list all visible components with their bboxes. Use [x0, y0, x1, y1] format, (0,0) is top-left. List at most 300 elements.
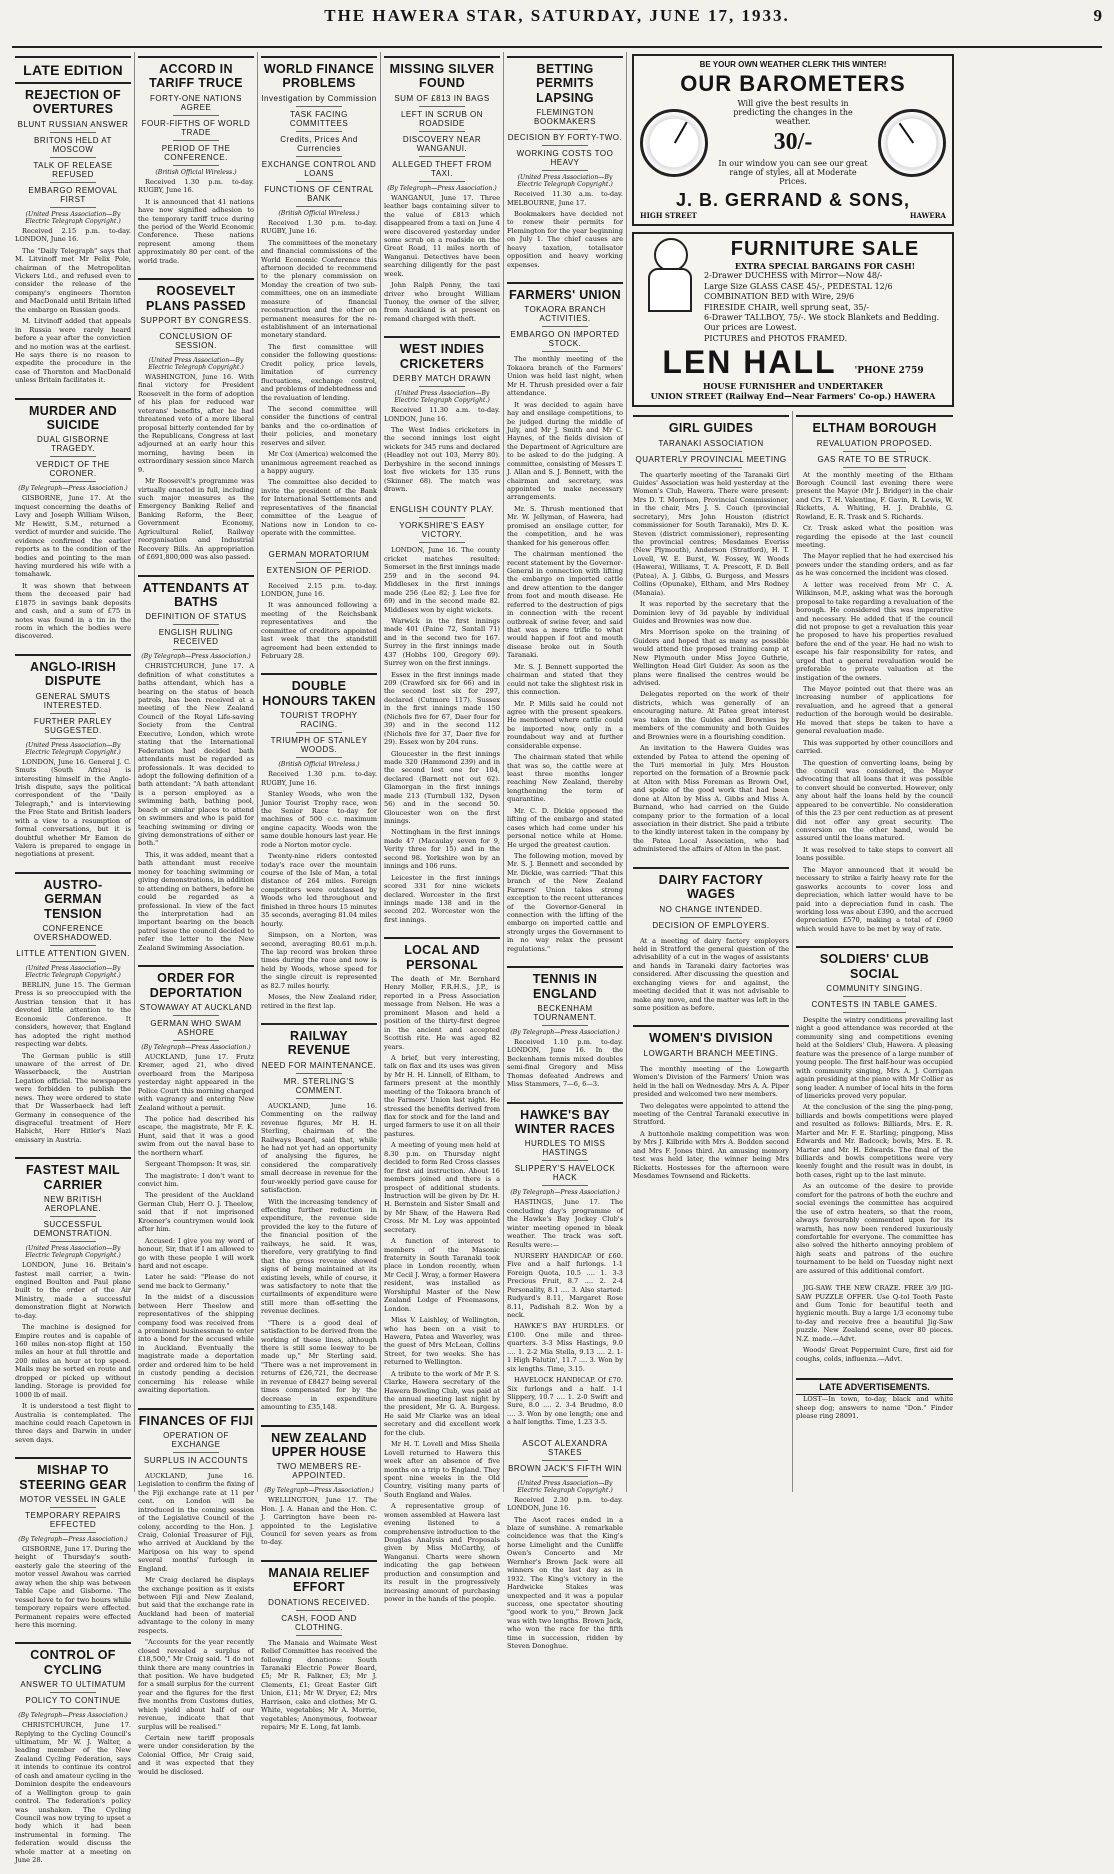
article-paragraph: The question of converting loans, being by the council was considered, the Mayor advocating that all loans that it was possible to convert should be converted. However, only any about half the loans held by the council appeared to be convertible. No consideration of this the 23 per cent reduction as at present did not offer any great security. The conversion on the other hand, would be assured until the loans matured.: [796, 758, 953, 843]
divider: [50, 945, 96, 946]
article-headline: TENNIS IN ENGLAND: [507, 966, 623, 1001]
column-ads-group: [627, 52, 959, 1492]
divider: [542, 1160, 588, 1161]
article-paragraph: GISBORNE, June 17. During the height of Thursday's south-easterly gale the steering of the motor vessel Awahou was carried away when the ship was between Table Cape and Gisborne. The vessel hove to for two hours while temporary repairs were effected. Permanent repairs were effected here this morning.: [15, 1545, 131, 1629]
article-paragraph: Essex in the first innings made 209 (Crawford six for 66) and in the second lost six for 297, declared (Cutmore 117). Sussex in the first innings made 150 (Nichols five for 67, Daer four for 39) and in the second 112 (Nichols five for 37, Daer five for 29). Essex won by 204 runs.: [384, 670, 500, 747]
divider: [542, 1476, 588, 1477]
divider: [542, 145, 588, 146]
article-paragraph: Simpson, on a Norton, was second, averaging 80.61 m.p.h. The lap record was broken three times during the race and now is held by Woods, whose speed for the single circuit is represented as 82.7 miles hourly.: [261, 931, 377, 990]
article-paragraph: The Mayor replied that he had exercised his powers under the standing orders, and as far as he was concerned the incident was closed.: [796, 552, 953, 578]
spacer: [261, 1550, 377, 1556]
article-paragraph: A buttonhole making competition was won by Mrs J. Kilbride with Mrs A. Bodden second and Mrs F. Jones third. An amusing memory test was held later, the winner being Mrs Ricketts. Hostesses for the afternoon were Mesdames Townsend and Ricketts.: [633, 1129, 790, 1181]
ad2-item: Large Size GLASS CASE 45/-, PEDESTAL 12/6: [704, 281, 893, 291]
late-ads-heading: LATE ADVERTISEMENTS.: [796, 1378, 953, 1395]
article-paragraph: It was shown that between them the deceased pair had £1875 in savings bank deposits and cash, and a sum of £75 in notes was found in a tin in the room in which the bodies were discovered.: [15, 581, 131, 641]
article-subheading: ENGLISH RULING RECEIVED: [158, 628, 234, 647]
spacer: [384, 496, 500, 502]
article-subheading: BECKENHAM TOURNAMENT.: [533, 1003, 597, 1022]
divider: [296, 1635, 342, 1636]
divider: [50, 481, 96, 482]
article-paragraph: The committees of the monetary and financial commissions of the World Economic Conference this afternoon decided to recommend to the plenary commission on Monday the creation of two sub-committees, one on an immediate measure of financial reconstruction and the other on permanent measures for the re-establishment of an international monetary standard.: [261, 238, 377, 340]
article-subheading: BLUNT RUSSIAN ANSWER: [17, 119, 129, 129]
divider: [50, 1692, 96, 1693]
article-paragraph: Accused: I give you my word of honour, Sir, that if I am allowed to go with these people I will work hard and not escape.: [138, 1236, 254, 1270]
article-paragraph: The committee also decided to invite the president of the Bank for International Settlements and representatives of the financial committee of the League of Nations now in London to co-operate with the committee.: [261, 478, 377, 538]
article-paragraph: Received 1.30 p.m. to-day. RUGBY, June 16.: [138, 177, 254, 195]
article-paragraph: The Manaia and Waimate West Relief Committee has received the following donations: South Taranaki Electric Power Board, £5; Mr R. Falkner, £3; Mr J. Clements, £1; Great Easter Gift Union, £11; Mr W. Dryer, £2; Mrs Harrison, cake and clothes; Mr G. White, vegetables; Mr A. Morrie, vegetables; Anonymous, footwear repairs; Mr E. Long, fat lamb.: [261, 1638, 377, 1731]
article-paragraph: Mr. C. D. Dickie opposed the lifting of the embargo and stated cases which had come under his personal notice while at Home. He urged the greatest caution.: [507, 806, 623, 849]
masthead-title: THE HAWERA STAR, SATURDAY, JUNE 17, 1933.: [324, 6, 790, 25]
article-credit: (By Telegraph—Press Association.): [387, 184, 497, 192]
article-subheading: OPERATION OF EXCHANGE: [163, 1430, 229, 1449]
divider: [173, 1452, 219, 1453]
ad2-item: PICTURES and PHOTOS FRAMED.: [704, 333, 848, 343]
column-2: [135, 52, 258, 1776]
ad2-phone: 'PHONE 2759: [854, 366, 924, 377]
article-paragraph: It was decided to again have hay and ensilage competitions, to be judged during the middle of July, and Mr J. Smith and Mr C. Haynes, of the fields division of the Department of Agriculture are to be asked to do the judging. A committee, consisting of Messrs T. J. Allan and S. J. Bennett, with the chairman and secretary, was appointed to make necessary arrangements.: [507, 400, 623, 502]
barometer-icon-2: [878, 109, 946, 177]
article-paragraph: Mr. P. Mills said he could not agree with the present speakers. He mentioned where cattle could be imported now, only in a roundabout way and at further considerable expense.: [507, 699, 623, 750]
ad1-headline: OUR BAROMETERS: [680, 71, 906, 96]
article-subheading: MR. STERLING'S COMMENT.: [283, 1076, 355, 1095]
article-paragraph: With the increasing tendency of effecting further reduction in expenditure, the revenue side provided the key to the future of the financial position of the railways, he said. It was, therefore, very gratifying to find that the gross revenue showed signs of being maintained at its existing levels, while of course, it was satisfactory to note that the curtailments of expenditure were still more than off-setting the revenue declines.: [261, 1197, 377, 1316]
page-number: 9: [1093, 6, 1102, 25]
article-subheading: GENERAL SMUTS INTERESTED.: [35, 691, 111, 710]
spacer: [138, 565, 254, 571]
spacer: [138, 1398, 254, 1404]
divider: [296, 206, 342, 207]
article-paragraph: WANGANUI, June 17. Three leather bags containing silver to the value of £813 which disappeared from a taxi on June 4 were discovered yesterday under some scrub on a roadside on the Great Road, 11 miles north of Wanganui. Detectives have been searching diligently for the past week.: [384, 193, 500, 278]
article-paragraph: An invitation to the Hawera Guides was extended by Patea to attend the opening of the Turi memorial in July. Mrs Houston reported on the formation of a Brownie pack at Alton with Miss Foreman as Brown Owl, and spoke of the good work that had been done at Alton by Miss A. Gibbs and Miss A. Burnand, who had carried on the Guide company prior to the formation of a local association in their district. She paid a tribute to the kindly interest taken in the company by the Patea Local Association, who had administered the affairs of Alton in the past.: [633, 744, 790, 854]
article-headline: FASTEST MAIL CARRIER: [15, 1157, 131, 1192]
article-subheading: QUARTERLY PROVINCIAL MEETING: [635, 454, 787, 464]
article-subheading: Credits, Prices And Currencies: [280, 134, 358, 153]
divider: [173, 328, 219, 329]
article-paragraph: Later he said: "Please do not send me back to Germany.": [138, 1273, 254, 1290]
article-headline: MISHAP TO STEERING GEAR: [15, 1457, 131, 1492]
spacer: [633, 857, 789, 863]
article-credit: (By Telegraph—Press Association.): [18, 1536, 128, 1544]
ad1-street: HIGH STREET: [640, 211, 697, 220]
article-paragraph: Stanley Woods, who won the Junior Tourist Trophy race, won the Senior Race to-day for machines of 500 c.c. maximum engine capacity. Woods won the same double honours last year. He rode a Norton motor cycle.: [261, 790, 377, 849]
spacer: [507, 1430, 623, 1436]
divider: [542, 170, 588, 171]
article-paragraph: The monthly meeting of the Tokaora branch of the Farmers' Union was held last night, when Mr H. Thrush presided over a fair attendance.: [507, 355, 623, 398]
article-headline: MISSING SILVER FOUND: [384, 56, 500, 91]
article-paragraph: Nottingham in the first innings made 47 (Macaulay seven for 9, Verity three for 15) and in the second 98. Yorkshire won by an innings and 106 runs.: [384, 828, 500, 871]
article-headline: HAWKE'S BAY WINTER RACES: [507, 1102, 623, 1137]
divider: [542, 129, 588, 130]
article-headline: REJECTION OF OVERTURES: [15, 82, 131, 117]
article-paragraph: The monthly meeting of the Lowgarth Women's Division of the Farmers' Union was held in the hall on Wednesday. Mrs A. A. Piper presided and welcomed two new members.: [633, 1064, 790, 1099]
divider: [419, 131, 465, 132]
divider: [419, 106, 465, 107]
spacer: [138, 955, 254, 961]
spacer: [15, 1447, 131, 1453]
article-credit: (By Telegraph—Press Association.): [510, 1028, 620, 1036]
divider: [296, 562, 342, 563]
divider: [843, 467, 906, 468]
article-credit: (United Press Association—By Electric Telegraph Copyright.): [25, 965, 121, 980]
article-subheading: FLEMINGTON BOOKMAKERS: [534, 108, 596, 127]
article-headline: GIRL GUIDES: [633, 415, 789, 435]
divider: [296, 1610, 342, 1611]
divider: [173, 649, 219, 650]
article-paragraph: The machine is designed for Empire routes and is capable of 160 miles non-stop flight at 150 miles an hour at full throttle and 200 miles an hour at top speed. Mails may be sorted en route and dropped or picked up without landing. Storage is provided for 1000 lb of mail.: [15, 1323, 131, 1399]
article-subheading: TALK OF RELEASE REFUSED: [33, 160, 113, 179]
divider: [542, 351, 588, 352]
article-subheading: POLICY TO CONTINUE: [25, 1696, 121, 1706]
article-subheading: REVALUATION PROPOSED.: [816, 438, 933, 448]
article-subheading: HURDLES TO MISS HASTINGS: [524, 1139, 606, 1158]
divider: [680, 917, 742, 918]
column-5: [504, 52, 627, 1651]
divider: [542, 1460, 588, 1461]
divider: [542, 326, 588, 327]
article-paragraph: A meeting of young men held at 8.30 p.m. on Thursday night decided to form Red Cross classes for first aid instruction. About 16 members joined and there is a prospect of additional students. Instruction will be given by Dr. H. H. Bernstein and Sister Small and by Mr Shaw, of the Hawera Red Cross. Mr M. Loy was appointed secretary.: [384, 1141, 500, 1234]
article-subheading: SUCCESSFUL DEMONSTRATION.: [33, 1220, 113, 1239]
article-subheading: TEMPORARY REPAIRS EFFECTED: [25, 1511, 121, 1530]
article-headline: MANAIA RELIEF EFFORT: [261, 1560, 377, 1595]
article-headline: WEST INDIES CRICKETERS: [384, 336, 500, 371]
article-paragraph: The "Daily Telegraph" says that M. Litvinoff met Mr Felix Pole, chairman of the Metropolitan Vickers Ltd., and refused even to consider the release of the company's engineers Thornton and MacDonald until Britain lifted the embargo on Russian goods.: [15, 246, 131, 314]
article-headline: ANGLO-IRISH DISPUTE: [15, 654, 131, 689]
ad2-tag: HOUSE FURNISHER and UNDERTAKER: [702, 381, 884, 392]
article-paragraph: At the monthly meeting of the Eltham Borough Council last evening there were present the Mayor (Mr J. Bridger) in the chair and Crs. T. H. Valentine, F. Gavin, R. Lewis, W. Ricketts, A. Whiting, H. J. Drabble, G. Rowland, E. R. Trask and S. Richards.: [796, 470, 953, 521]
article-credit: (By Telegraph—Press Association.): [510, 1189, 620, 1197]
article-subheading: FORTY-ONE NATIONS AGREE: [150, 93, 242, 112]
article-paragraph: The first committee will consider the following questions: Credit policy, price levels, limitation of currency fluctuations, exchange control, and problems of indebtedness and the revaluation of lending.: [261, 342, 377, 402]
spacer: [138, 268, 254, 274]
divider: [296, 1073, 342, 1074]
article-subheading: SUM OF £813 IN BAGS: [394, 93, 490, 103]
spacer: [15, 1147, 131, 1153]
article-subheading: CASH, FOOD AND CLOTHING.: [281, 1613, 357, 1632]
spacer: [15, 862, 131, 868]
article-paragraph: Woods' Great Peppermint Cure, first aid for coughs, colds, influenza.—Advt.: [796, 1346, 953, 1363]
article-subheading: SLIPPERY'S HAVELOCK HACK: [514, 1164, 616, 1183]
article-subheading: EMBARGO ON IMPORTED STOCK.: [510, 330, 620, 349]
spacer: [384, 326, 500, 332]
article-subheading: TOURIST TROPHY RACING.: [280, 711, 358, 730]
article-paragraph: The Mayor pointed out that there was an increasing number of applications for revaluation, and he agreed that a general reduction of the borough would be desirable. He moved that steps be taken to have a general revaluation made.: [796, 685, 953, 736]
article-credit: (United Press Association—By Electric Telegraph Copyright.): [25, 210, 121, 225]
article-subheading: CONTESTS IN TABLE GAMES.: [811, 1000, 938, 1009]
article-headline: ROOSEVELT PLANS PASSED: [138, 278, 254, 313]
article-headline: ACCORD IN TARIFF TRUCE: [138, 56, 254, 91]
article-headline: FINANCES OF FIJI: [138, 1408, 254, 1428]
divider: [296, 131, 342, 132]
article-subheading: EXTENSION OF PERIOD.: [266, 565, 372, 575]
article-paragraph: At the conclusion of the sing the ping-pong, billiards and bowls competitions were played and resulted as follows: Billiards, Mrs. E. R. Marter and Mr. F. E. Starling; pingpong, Miss Edwards and Mr. Badcock; bowls, Mrs. E. R. Marter and Mr. H. Edwards. The final of the billiards and bowls competitions were very keenly fought and the result was in doubt, in both cases, right up to the last minute.: [796, 1103, 953, 1179]
article-subheading: LITTLE ATTENTION GIVEN.: [16, 949, 130, 959]
divider: [50, 132, 96, 133]
article-subheading: LOWGARTH BRANCH MEETING.: [643, 1048, 779, 1058]
article-paragraph: The German public is still unaware of the arrest of Dr. Wasserbaeck, the Austrian Legation official. The newspapers were forbidden to publish the news. They were ordered to state that Dr Wasserbaeck had left Germany in consequence of the disgraceful treatment of Herr Habicht, Herr Hitler's Nazi emissary in Austria.: [15, 1051, 131, 1144]
spacer: [507, 1092, 623, 1098]
article-paragraph: The chairman stated that while that was so, the cattle were at least three months longer reaching New Zealand, thereby lengthening the term of quarantine.: [507, 753, 623, 804]
edition-banner: LATE EDITION: [15, 56, 131, 78]
divider: [173, 115, 219, 116]
article-paragraph: Received 11.30 a.m. to-day. MELBOURNE, June 17.: [507, 190, 623, 207]
article-credit: (British Official Wireless.): [278, 209, 360, 217]
article-subheading: DONATIONS RECEIVED.: [268, 1597, 370, 1607]
article-paragraph: JIG-SAW. THE NEW CRAZE. FREE 3/9 JIG-SAW PUZZLE OFFER. Use Q-tol Tooth Paste and Gum Tonic for beautiful teeth and hygienic mouth. Buy a large 1/3 economy tube to-day and receive free a beautiful Jig-Saw puzzle. New Zealand scene, over 80 pieces. N.Z. made.—Advt.: [796, 1284, 953, 1343]
column-1: [12, 52, 135, 1865]
article-subheading: NEED FOR MAINTENANCE.: [261, 1060, 377, 1070]
article-credit: (By Telegraph—Press Association.): [18, 1712, 128, 1720]
divider: [680, 467, 742, 468]
divider: [173, 1015, 219, 1016]
ad1-small: In our window you can see our great range of styles, all at Moderate Prices.: [718, 159, 868, 186]
article-credit: (By Telegraph—Press Association.): [18, 485, 128, 493]
divider: [50, 1241, 96, 1242]
article-paragraph: Received 2.15 p.m. to-day. LONDON, June 16.: [261, 581, 377, 598]
article-subheading: VERDICT OF THE CORONER.: [36, 460, 110, 479]
divider: [542, 1025, 588, 1026]
article-paragraph: It was resolved to take steps to convert all loans possible.: [796, 845, 953, 863]
divider: [173, 353, 219, 354]
divider: [173, 1468, 219, 1469]
article-paragraph: It is announced that 41 nations have now signified adhesion to the temporary tariff truce during the period of the World Economic Conference. These nations represent among them approximately 80 per cent. of the world trade.: [138, 197, 254, 265]
ad1-top: BE YOUR OWN WEATHER CLERK THIS WINTER!: [699, 60, 887, 69]
article-subheading: GAS RATE TO BE STRUCK.: [817, 454, 932, 464]
column-7: [793, 411, 956, 1492]
article-headline: LOCAL AND PERSONAL: [384, 937, 500, 972]
article-paragraph: Certain new tariff proposals were under consideration by the Colonial Office, Mr Craig said, and it was expected that they would be disclosed.: [138, 1734, 254, 1776]
article-subheading: BRITONS HELD AT MOSCOW: [34, 135, 112, 154]
ad2-address: UNION STREET (Railway End—Near Farmers' Co-op.) HAWERA: [650, 391, 936, 402]
article-subheading: TASK FACING COMMITTEES: [289, 109, 349, 128]
article-credit: (By Telegraph—Press Association.): [264, 1487, 374, 1495]
article-credit: (United Press Association—By Electric Telegraph Copyright.): [517, 1479, 613, 1494]
article-paragraph: Received 1.30 p.m. to-day. RUGBY, June 16.: [261, 218, 377, 236]
article-paragraph: Warwick in the first innings made 401 (Paine 72, Santall 71) and in the second two for 167. Surrey in the first innings made 437 (Hobbs 100, Gregory 69). Surrey won on the first innings.: [384, 616, 500, 668]
barometer-advertisement: [632, 54, 954, 226]
article-subheading: DEFINITION OF STATUS: [145, 612, 247, 622]
divider: [50, 157, 96, 158]
divider: [419, 517, 465, 518]
barometer-icon: [640, 109, 708, 177]
article-credit: (United Press Association—By Electric Telegraph Copyright.): [25, 741, 121, 756]
article-paragraph: Received 1.10 p.m. to-day. LONDON, June 16. In the Beckenham tennis mixed doubles semi-final Gregory and Miss Thomas defeated Andrews and Miss Stammers, 7—6, 6—3.: [507, 1037, 623, 1089]
article-headline: NEW ZEALAND UPPER HOUSE: [261, 1425, 377, 1460]
article-paragraph: A representative group of women assembled at Hawera last evening listened to a comprehensive introduction to the Douglas Analysis and Proposals given by Miss McCarthy, of Wanganui. Charts were shown indicating the gap between production and consumption and its result in the progressively increasing amount of purchasing power in the hands of the people.: [384, 1502, 500, 1604]
article-paragraph: Twenty-nine riders contested today's race over the mountain course of the Isle of Man, a total distance of 264 miles. Foreign competitors were outclassed by Woods who led throughout and finished in three hours 15 minutes 35 seconds, averaging 81.04 miles hourly.: [261, 852, 377, 928]
divider: [419, 181, 465, 182]
article-paragraph: Mrs Morrison spoke on the training of Guiders and hoped that as many as possible would attend the proposed training camp at New Plymouth under Miss Joyce Guthrie, Wellington Head Girl Guider. As soon as the plans were finalised the centres would be advised.: [633, 628, 790, 687]
article-paragraph: Sergeant Thompson: It was, sir.: [145, 1160, 252, 1169]
article-subheading: FUNCTIONS OF CENTRAL BANK: [264, 184, 374, 203]
divider: [296, 578, 342, 579]
article-headline: DOUBLE HONOURS TAKEN: [261, 673, 377, 708]
article-paragraph: Received 2.30 p.m. to-day. LONDON, June 16.: [507, 1495, 623, 1513]
article-paragraph: The Mayor announced that it would be necessary to strike a fairly heavy rate for the gasworks accounts to cover loss and depreciation, which latter would have to be paid into a depreciation fund in cash. The working loss was about £390, and the accrued depreciation £570, making a total of £960 which would have to be met by way of rate.: [796, 865, 953, 933]
spacer: [384, 1607, 500, 1613]
article-paragraph: LONDON, June 16. Britain's fastest mail carrier, a twin-engined Boulton and Paul plane built to the order of the Air Ministry, made a successful demonstration flight at Norwich to-day.: [15, 1261, 131, 1320]
article-paragraph: The magistrate: I don't want to convict him.: [138, 1171, 254, 1188]
article-subheading: ENGLISH COUNTY PLAY.: [389, 505, 495, 515]
article-paragraph: Mr. S. J. Bennett supported the chairman and stated that they could not take the slightest risk in this connection.: [507, 662, 623, 697]
article-subheading: TARANAKI ASSOCIATION: [658, 438, 764, 448]
article-headline: DAIRY FACTORY WAGES: [633, 867, 789, 902]
article-paragraph: It is understood a test flight to Australia is contemplated. The machine could reach Capetown in three days and Darwin in under seven days.: [15, 1402, 131, 1444]
article-subheading: EMBARGO REMOVAL FIRST: [28, 185, 118, 204]
article-subheading: FURTHER PARLEY SUGGESTED.: [33, 716, 113, 735]
article-paragraph: Bookmakers have decided not to renew their permits for Flemington for the year beginning on July 1. The chief causes are heavy taxation, totalisator opposition and heavy working expenses.: [507, 210, 623, 269]
article-subheading: EXCHANGE CONTROL AND LOANS: [261, 159, 377, 178]
divider: [50, 713, 96, 714]
article-paragraph: CHRISTCHURCH, June 17. Replying to the Cycling Council's ultimatum, Mr W. J. Walter, a leading member of the New Zealand Cycling Federation, says it intends to continue its control of cash and amateur cycling in the Dominion despite the endeavours of a Wellington group to gain control. The federation's policy was unshaken. The Cycling Council was now trying to upset a body which it had been instrumental in forming. The federation would discuss the whole matter at a meeting on June 28.: [15, 1721, 131, 1865]
article-subheading: FOUR-FIFTHS OF WORLD TRADE: [141, 118, 251, 137]
article-paragraph: Mr Cox (America) welcomed the unanimous agreement reached as a happy augury.: [261, 450, 377, 475]
article-subheading: BROWN JACK'S FIFTH WIN: [508, 1463, 622, 1473]
article-paragraph: The chairman mentioned the recent statement by the Governor-General in connection with lifting the embargo on imported cattle and drew attention to the danger from foot and mouth disease. He referred to the destruction of pigs in connection with the recent outbreak of swine fever, and said that was a mere trifle to what would happen if foot and mouth disease broke out in South Taranaki.: [507, 550, 623, 660]
man-figure-icon: [640, 238, 698, 310]
article-paragraph: "There is a good deal of satisfaction to be derived from the working of these lines, although there is still some leeway to be made up," Mr Sterling said. "There was a net improvement in returns of £26,721, the decrease in revenue of £8427 being several times compensated for by the decrease in expenditure amounting to £35,148.: [261, 1318, 377, 1412]
article-subheading: DISCOVERY NEAR WANGANUI.: [402, 134, 482, 153]
article-subheading: SUPPORT BY CONGRESS.: [140, 315, 252, 325]
ad2-item: COMBINATION BED with Wire, 29/6: [704, 292, 855, 302]
divider: [50, 1708, 96, 1709]
spacer: [15, 388, 131, 394]
divider: [50, 182, 96, 183]
article-paragraph: CHRISTCHURCH, June 17. A definition of what constitutes a baths attendant, which has a bearing on the status of beach patrols, has been received at a meeting of the New Zealand Council of the Royal Life-saving Society from the Central Executive, London, which wrote stating that the International Federation had decided bath attendants must be regarded as professionals. It was decided to adopt the following definition of a bath attendant: "A bath attendant is a person employed as a swimming bath, bathing pool, beach or similar places to attend on swimmers and who is paid for teaching swimming or diving or giving demonstrations of either or both.": [138, 662, 254, 848]
spacer: [261, 541, 377, 547]
article-subheading: ALLEGED THEFT FROM TAXI.: [392, 159, 492, 178]
ad1-text: Will give the best results in predicting the changes in the weather.: [733, 99, 853, 126]
spacer: [796, 936, 953, 942]
article-paragraph: GISBORNE, June 17. At the inquest concerning the deaths of Lavy and Joseph William Wilson, Mr Hewitt, S.M., returned a verdict of murder and suicide. The evidence confirmed the earlier reports as to the condition of the bodies and pointing to the man having murdered his wife with a tomahawk.: [15, 494, 131, 579]
column-4: [381, 52, 504, 1604]
ad1-price: 30/-: [773, 129, 813, 155]
article-subheading: GERMAN WHO SWAM ASHORE: [150, 1018, 242, 1037]
divider: [173, 1040, 219, 1041]
divider: [843, 996, 906, 997]
late-ad-text: LOST—In town, to-day, black and white sheep dog; answers to name "Don." Finder please ring 28091.: [796, 1395, 953, 1420]
article-subheading: Investigation by Commission: [261, 93, 377, 103]
spacer: [796, 1366, 953, 1372]
spacer: [507, 272, 623, 278]
divider: [419, 156, 465, 157]
article-paragraph: A tribute to the work of Mr P. S. Clarke, Hawera secretary of the Hawera Bowling Club, was paid at the annual meeting last night by the president, Mr G. A. Burgess. He said Mr Clarke was an ideal secretary and did excellent work for the club.: [384, 1369, 500, 1437]
article-paragraph: HAVELOCK HANDICAP. Of £70. Six furlongs and a half. 1-1 Slippery, 10.7 .... 1. 2-0 Swift and Sure, 8.0 .... 2. 3-4 Brudmo, 8.0 .... 3. Won by one length; one and a half lengths. Time, 1.23 3-5.: [507, 1376, 623, 1427]
article-paragraph: Received 1.30 p.m. to-day. RUGBY, June 16.: [261, 770, 377, 787]
article-headline: ATTENDANTS AT BATHS: [138, 575, 254, 610]
article-headline: FARMERS' UNION: [507, 282, 623, 302]
spacer: [261, 1013, 377, 1019]
ad1-merchant: J. B. GERRAND & SONS,: [675, 190, 911, 210]
ad2-item: FIRESIDE CHAIR, well sprung seat, 35/-: [704, 302, 869, 312]
article-paragraph: Miss V. Laishley, of Wellington, who has been on a visit to Hawera, Patea and Waverley, was the guest of Mrs McLean, Collins Street, for two weeks. She has returned to Wellington.: [384, 1316, 500, 1367]
article-paragraph: HAWKE'S BAY HURDLES. Of £100. One mile and three-quarters. 3-3 Miss Hastings, 9.0 .... 1. 2-2 Mia Stella, 9.13 .... 2. 1-1 High Falutin', 11.7 .... 3. Won by six lengths. Time, 3.15.: [507, 1322, 623, 1373]
divider: [296, 1098, 342, 1099]
article-paragraph: NURSERY HANDICAP. Of £60. Five and a half furlongs. 1-1 Foreign Quota, 10.5 .... 1. 3-3 Precious Fruit, 8.7 .... 2. 2-4 Personality, 8.1 .... 3. Also started: Rudyard's 8.11, Margaret Rose 8.11, Padishah 8.2. Won by a neck.: [507, 1251, 623, 1319]
article-paragraph: It was announced following a meeting of the Reichsbank representatives and the committee of creditors appointed last week that the standstill agreement had been extended to February 28.: [261, 601, 377, 660]
article-paragraph: BERLIN, June 15. The German Press is so preoccupied with the Austrian tension that it has devoted little attention to the Economic Conference. It considers, however, that England has adopted the right method respecting war debts.: [15, 981, 131, 1049]
divider: [680, 1061, 742, 1062]
article-paragraph: WASHINGTON, June 16. With final victory for President Roosevelt in the form of adoption of his plan for reduced war veterans' benefits, after he had threatened veto of a more liberal proposal bitterly contended for by the Republicans, Congress at last adjourned at an early hour this morning, having been in extraordinary session since March 9.: [138, 372, 254, 474]
divider: [173, 165, 219, 166]
divider: [50, 738, 96, 739]
article-subheading: TWO MEMBERS RE-APPOINTED.: [276, 1462, 362, 1481]
ad1-town: HAWERA: [909, 211, 946, 220]
article-paragraph: The Ascot races ended in a blaze of sunshine. A remarkable coincidence was that the King's horse Limelight and the Cunliffe Owen's Concerto and Mr Wernher's Brown Jack were all winners on the last day as in 1932. The King's victory in the Hardwicke Stakes was unexpected and it was a popular success, one spectator shouting "good work to you," Brown Jack was with two lengths. Brown Jack, who won the race for the fifth time in succession, ridden by Steven Donoghue.: [507, 1515, 623, 1651]
article-paragraph: The quarterly meeting of the Taranaki Girl Guides' Association was held yesterday at the Women's Club, Hawera. There were present: Mrs D. T. Morrison, Provincial Commissioner, in the chair, Mrs J. S. Couch (provincial secretary), Mrs John Houston (district commissioner for South Taranaki), Mrs D. K. Steven (district commissioner), representing the provincial centres; Mesdames Everiss (New Plymouth), Anderson (Stratford), H. T. Lovell, W. E. Burst, W. Fossey, W. Woods (Hawera), Williams, T. A. Prescott, F. D. Bell (Patea), A. J. Gibbs, G. Burgess, and Messrs Collins (Opunake), Eltham, and Mrs Rodney (Manaia).: [633, 470, 790, 597]
ad2-item: 6-Drawer TALLBOY, 75/-. We stock Blankets and Bedding. Our prices are Lowest.: [704, 312, 940, 333]
ad2-item: 2-Drawer DUCHESS with Mirror—Now 48/-: [704, 271, 883, 281]
article-paragraph: The police had described his escape, the magistrate, Mr F. K. Hunt, said that it was a good swim from out the naval base to the northern wharf.: [138, 1114, 254, 1157]
divider: [296, 181, 342, 182]
article-paragraph: The death of Mr. Bernhard Henry Moller, F.R.H.S., J.P., is reported in a Press Association message from Nelson. He was a prominent Mason and held a position of the thirty-first degree in the ancient and accepted Scottish rite. He was aged 82 years.: [384, 975, 500, 1051]
spacer: [507, 1654, 623, 1660]
article-credit: (United Press Association—By Electric Telegraph Copyright.): [148, 356, 244, 371]
article-subheading: WORKING COSTS TOO HEAVY: [516, 149, 614, 168]
article-paragraph: LONDON, June 16. The county cricket matches resulted: Somerset in the first innings made 259 and in the second 94. Middlesex in the first innings made 256 (Lee 82; J. Lee five for 69) and in the second made 82. Middlesex won by eight wickets.: [384, 546, 500, 614]
divider: [50, 961, 96, 962]
article-paragraph: John Ralph Penny, the taxi driver who brought William Tuoney, the owner of the silver, from Auckland is at present on remand charged with theft.: [384, 281, 500, 323]
article-subheading: STOWAWAY AT AUCKLAND: [139, 1002, 253, 1012]
article-paragraph: At a meeting of dairy factory employers held in Stratford the general question of the advisability of a cut in the wages of assistants and hands in Taranaki dairy factories was considered. After discussing the question and exchanging views for and against, the meeting decided that it was not advisable to make any move, and the matter was left in the same position as before.: [633, 936, 790, 1012]
furniture-advertisement: [632, 232, 954, 407]
article-credit: (By Telegraph—Press Association.): [141, 1043, 251, 1051]
article-paragraph: HASTINGS, June 17. The concluding day's programme of the Hawke's Bay Jockey Club's winter meeting opened in bleak weather. The track was soft. Results were:—: [507, 1198, 623, 1249]
article-paragraph: A function of interest to members of the Masonic fraternity in South Taranaki took place in London recently, when Mr Cecil J. Wray, a former Hawera resident, was installed as Worshipful Master of the New Zealand Lodge of Freemasons, London.: [384, 1237, 500, 1313]
article-paragraph: Received 2.15 p.m. to-day. LONDON, June 16.: [15, 226, 131, 244]
article-paragraph: AUCKLAND, June 16. Commenting on the railway revenue figures, Mr H. H. Sterling, chairman of the Railways Board, said that, while he had not yet had an opportunity of analysing the figures, he considered the comparatively small decrease in revenue for the four-weekly period gave cause for satisfaction.: [261, 1101, 377, 1195]
article-headline: WORLD FINANCE PROBLEMS: [261, 56, 377, 91]
article-paragraph: The second committee will consider the functions of central banks and the co-ordination of their policies, and monetary reserves and silver.: [261, 404, 377, 447]
masthead: [12, 6, 1102, 48]
article-headline: BETTING PERMITS LAPSING: [507, 56, 623, 105]
article-paragraph: Mr. S. Thrush mentioned that Mr. W. Jellyman, of Hawera, had promised an ensilage cutter, for the competition, and he was thanked for his generous offer.: [507, 504, 623, 547]
column-6: [630, 411, 793, 1492]
spacer: [261, 1415, 377, 1421]
divider: [843, 451, 906, 452]
article-credit: (United Press Association—By Electric Telegraph Copyright.): [25, 1245, 121, 1260]
spacer: [15, 1632, 131, 1638]
article-credit: (United Press Association—By Electric Telegraph Copyright.): [394, 390, 490, 405]
ad2-merchant: LEN HALL: [662, 344, 837, 381]
article-subheading: SURPLUS IN ACCOUNTS: [143, 1455, 249, 1465]
spacer: [507, 956, 623, 962]
article-paragraph: Mr H. T. Lovell and Miss Sheila Lovell returned to Hawera this week after an absence of five months on a trip to England. They spent nine weeks in the Old Country, visiting many parts of South England and Wales.: [384, 1440, 500, 1499]
article-subheading: DERBY MATCH DRAWN: [392, 374, 492, 384]
article-subheading: ASCOT ALEXANDRA STAKES: [522, 1438, 608, 1457]
article-headline: ELTHAM BOROUGH: [796, 415, 953, 435]
article-credit: (By Telegraph—Press Association.): [141, 653, 251, 661]
article-headline: WOMEN'S DIVISION: [633, 1025, 789, 1045]
article-paragraph: Mr Craig declared he displays the exchange position as it exists between Fiji and New Zealand, but said that the exchange rate in Auckland had been of material advantage to the colony in many respects.: [138, 1576, 254, 1635]
article-subheading: CONFERENCE OVERSHADOWED.: [33, 924, 113, 943]
article-paragraph: Gloucester in the first innings made 320 (Hammond 239) and in the second lost one for 104, declared (Barnett not out 62). Glamorgan in the first innings made 213 (Turnbull 132, Dyson 56) and in the second 50. Gloucester won on the first innings.: [384, 749, 500, 825]
article-credit: (British Official Wireless.): [155, 168, 237, 176]
divider: [296, 106, 342, 107]
article-paragraph: "Accounts for the year recently closed revealed a surplus of £18,500," Mr Craig said. "I do not think there are many countries in that position. We have budgeted for a small surplus for the current year and the figures for the first five months from Customs duties, which yield about half of our revenue, indicate that that surplus will be realised.": [138, 1638, 254, 1731]
article-paragraph: As an outcome of the desire to provide comfort for the patrons of both the euchre and social evenings the committee has acquired the use of extra heaters, so that the room, always favourably commented upon for its warmth, has now been rendered luxuriously comfortable for everyone. The committee has also solved the hitherto annoying problem of high seats and patrons of the euchre tournament to be held on Tuesday night next are assured of this additional comfort.: [796, 1182, 953, 1275]
article-subheading: PERIOD OF THE CONFERENCE.: [161, 143, 231, 162]
article-paragraph: A letter was received from Mr C. A. Wilkinson, M.P., asking what was the borough proposal to take regarding a revaluation of the borough. He considered this was imperative and necessary. He added that if the council did not propose to get a revaluation this year he proposed to have his properties revalued before the end of the year. He had no wish to escape his fair responsibility for rates, and urged that a general revaluation would be preferable to private valuation at the instigation of the owners.: [796, 580, 954, 682]
article-paragraph: This, it was added, meant that a bath attendant must receive money for teaching swimming or giving demonstrations, in addition to attending on bathers, before he could be regarded as a professional. In view of the fact the interpretation had an important bearing on the beach patrol issue the council decided to refer the letter to the New Zealand Swimming Association.: [138, 850, 254, 952]
column-3: [258, 52, 381, 1731]
divider: [296, 1483, 342, 1484]
article-headline: ORDER FOR DEPORTATION: [138, 965, 254, 1000]
article-credit: (United Press Association—By Electric Telegraph Copyright.): [517, 174, 613, 189]
article-subheading: NO CHANGE INTENDED.: [659, 904, 763, 914]
spacer: [633, 1015, 789, 1021]
ad2-lead: EXTRA SPECIAL BARGAINS FOR CASH!: [734, 261, 916, 271]
divider: [50, 456, 96, 457]
